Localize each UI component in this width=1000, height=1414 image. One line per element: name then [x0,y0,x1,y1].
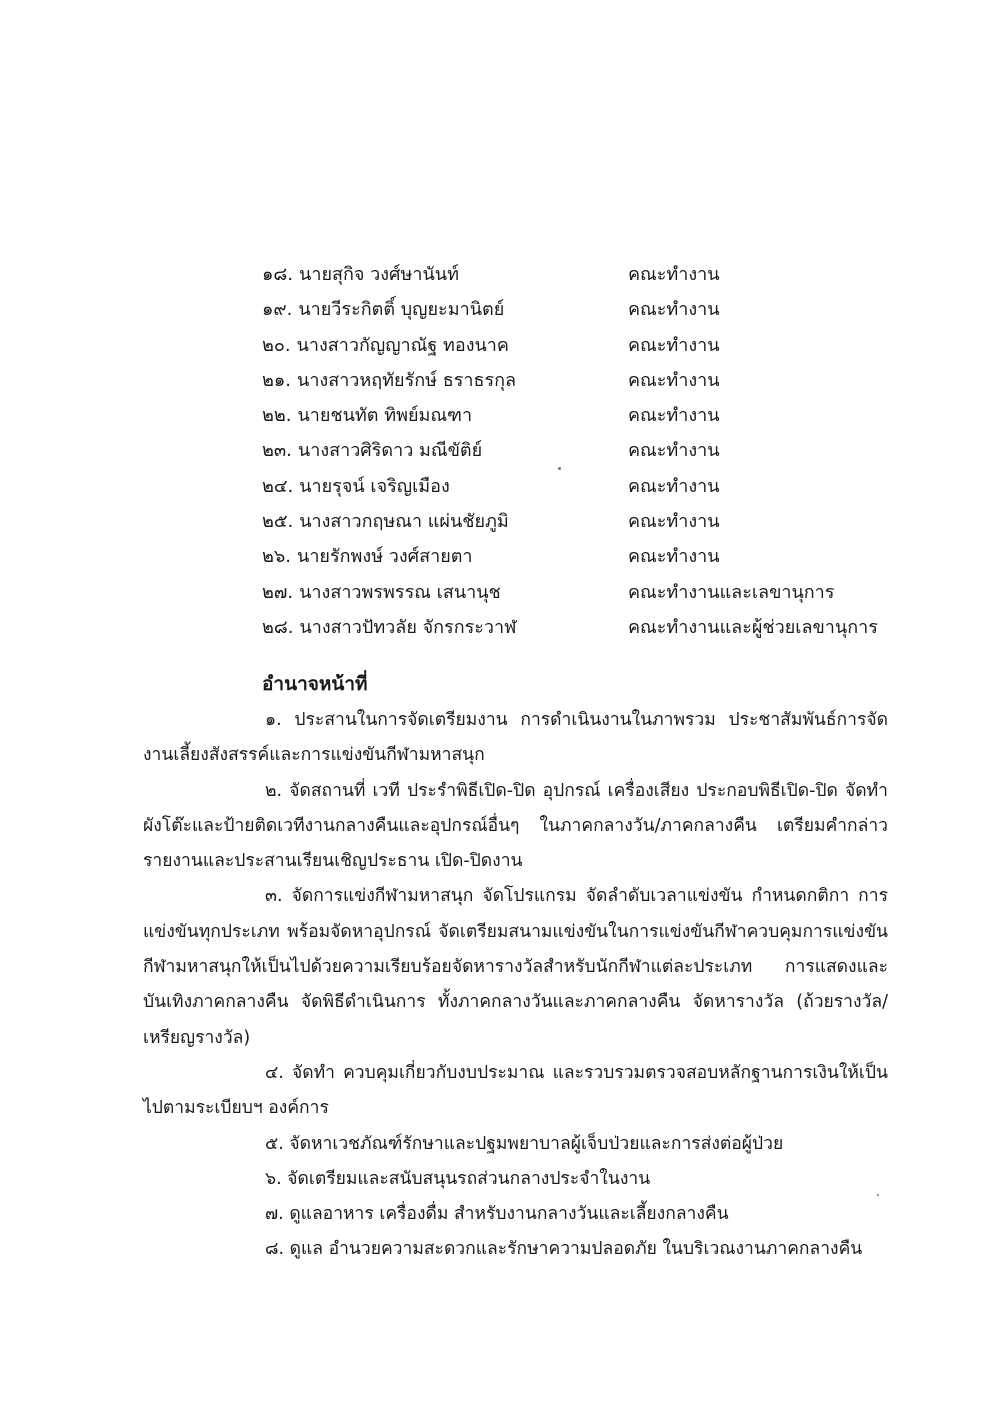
member-role: คณะทำงาน [628,440,720,462]
member-number: ๒๓. [262,440,292,462]
member-number: ๒๔. [262,475,294,497]
member-name: นางสาวพรพรรณ เสนานุช [299,581,501,603]
duty-text: จัดการแข่งกีฬามหาสนุก จัดโปรแกรม จัดลำดับเวลาแข่งขัน กำหนดกติกา การแข่งขันทุกประเภท พร้อมจัดหาอุปกรณ์ จัดเตรียมสนามแข่งขันในการแข่งขันกีฬาควบคุมการแข่งขันกีฬามหาสนุกให้เป็นไปด้วยความเรียบร้อยจัดหารางวัลสำหรับนักกีฬาแต่ละประเภท การแสดงและบันเทิงภาคกลางคืน จัดพิธีดำเนินการ ทั้งภาคกลางวันและภาคกลางคืน จัดหารางวัล (ถ้วยรางวัล/เหรียญรางวัล) [143,886,888,1048]
member-role: คณะทำงาน [628,264,720,285]
member-number: ๒๕. [262,511,294,533]
member-role: คณะทำงาน [628,546,720,568]
duty-item [143,1197,888,1232]
member-name: นายชนทัต ทิพย์มณฑา [297,405,473,427]
member-number: ๒๗. [262,581,294,603]
member-row [262,363,902,398]
member-name: นางสาวปัทวลัย จักรกระวาฬ [299,616,517,638]
duty-item [143,774,888,880]
member-row [262,539,902,574]
duty-text: จัดเตรียมและสนับสนุนรถส่วนกลางประจำในงาน [287,1168,651,1189]
member-role: คณะทำงานและผู้ช่วยเลขานุการ [628,616,878,638]
duty-number: ๒. [265,780,283,801]
member-row [262,257,902,292]
member-name: นางสาวศิริดาว มณีขัติย์ [297,440,483,462]
duty-number: ๑. [265,710,282,730]
duty-text: จัดสถานที่ เวที ประรำพิธีเปิด-ปิด อุปกรณ์ เครื่องเสียง ประกอบพิธีเปิด-ปิด จัดทำผังโต๊ะและป้ายติดเวทีงานกลางคืนและอุปกรณ์อื่นๆ ในภาคกลางวัน/ภาคกลางคืน เตรียมคำกล่าวรายงานและประสานเรียนเชิญประธาน เปิด-ปิดงาน [143,780,888,872]
duty-text: จัดหาเวชภัณฑ์รักษาและปฐมพยาบาลผู้เจ็บป่วยและการส่งต่อผู้ป่วย [289,1133,784,1154]
member-number: ๒๑. [262,369,292,391]
duties-heading: อำนาจหน้าที่ [262,673,368,695]
member-row [262,292,902,327]
member-role: คณะทำงาน [628,475,720,497]
member-number: ๒๘. [262,616,294,638]
member-row [262,575,902,610]
member-row [262,610,902,645]
duty-number: ๘. [265,1239,285,1260]
duty-number: ๗. [265,1204,284,1225]
scan-speck [877,1194,879,1196]
duty-item [143,1056,888,1127]
duty-item [143,1232,888,1267]
committee-member-list [262,257,902,645]
member-name: นายสุกิจ วงศ์ษานันท์ [299,264,459,285]
scan-speck [558,467,561,470]
member-role: คณะทำงานและเลขานุการ [628,581,835,603]
member-number: ๑๘. [262,264,294,285]
member-name: นางสาวกัญญาณัฐ ทองนาค [296,334,509,356]
duty-number: ๖. [265,1168,282,1189]
duty-item [143,879,888,1055]
member-row [262,398,902,433]
member-number: ๑๙. [262,299,293,321]
member-name: นายวีระกิตติ์ บุญยะมานิตย์ [298,299,505,321]
duty-text: ประสานในการจัดเตรียมงาน การดำเนินงานในภาพรวม ประชาสัมพันธ์การจัดงานเลี้ยงสังสรรค์และการแข่งขันกีฬามหาสนุก [143,710,888,766]
member-name: นางสาวกฤษณา แผ่นชัยภูมิ [299,511,509,533]
duty-text: ดูแล อำนวยความสะดวกและรักษาความปลอดภัย ในบริเวณงานภาคกลางคืน [289,1239,863,1260]
member-row [262,328,902,363]
member-name: นางสาวหฤทัยรักษ์ ธราธรกุล [297,369,517,391]
member-number: ๒๒. [262,405,292,427]
duty-item [143,703,888,774]
member-number: ๒๖. [262,546,292,568]
member-role: คณะทำงาน [628,511,720,533]
duty-text: จัดทำ ควบคุมเกี่ยวกับงบประมาณ และรวบรวมตรวจสอบหลักฐานการเงินให้เป็นไปตามระเบียบฯ องค์การ [143,1062,888,1119]
member-role: คณะทำงาน [628,405,720,427]
member-row [262,469,902,504]
duty-number: ๔. [265,1062,284,1083]
member-row [262,433,902,468]
duty-text: ดูแลอาหาร เครื่องดื่ม สำหรับงานกลางวันและเลี้ยงกลางคืน [289,1204,729,1225]
member-name: นายรักพงษ์ วงศ์สายตา [297,546,473,568]
member-role: คณะทำงาน [628,334,720,356]
duty-number: ๓. [265,886,283,907]
duty-number: ๕. [265,1133,284,1154]
duty-item [143,1162,888,1197]
member-number: ๒๐. [262,334,291,356]
duty-item [143,1127,888,1162]
member-role: คณะทำงาน [628,299,720,321]
duties-list [143,703,888,1268]
member-name: นายรุจน์ เจริญเมือง [299,475,450,497]
member-role: คณะทำงาน [628,369,720,391]
member-row [262,504,902,539]
